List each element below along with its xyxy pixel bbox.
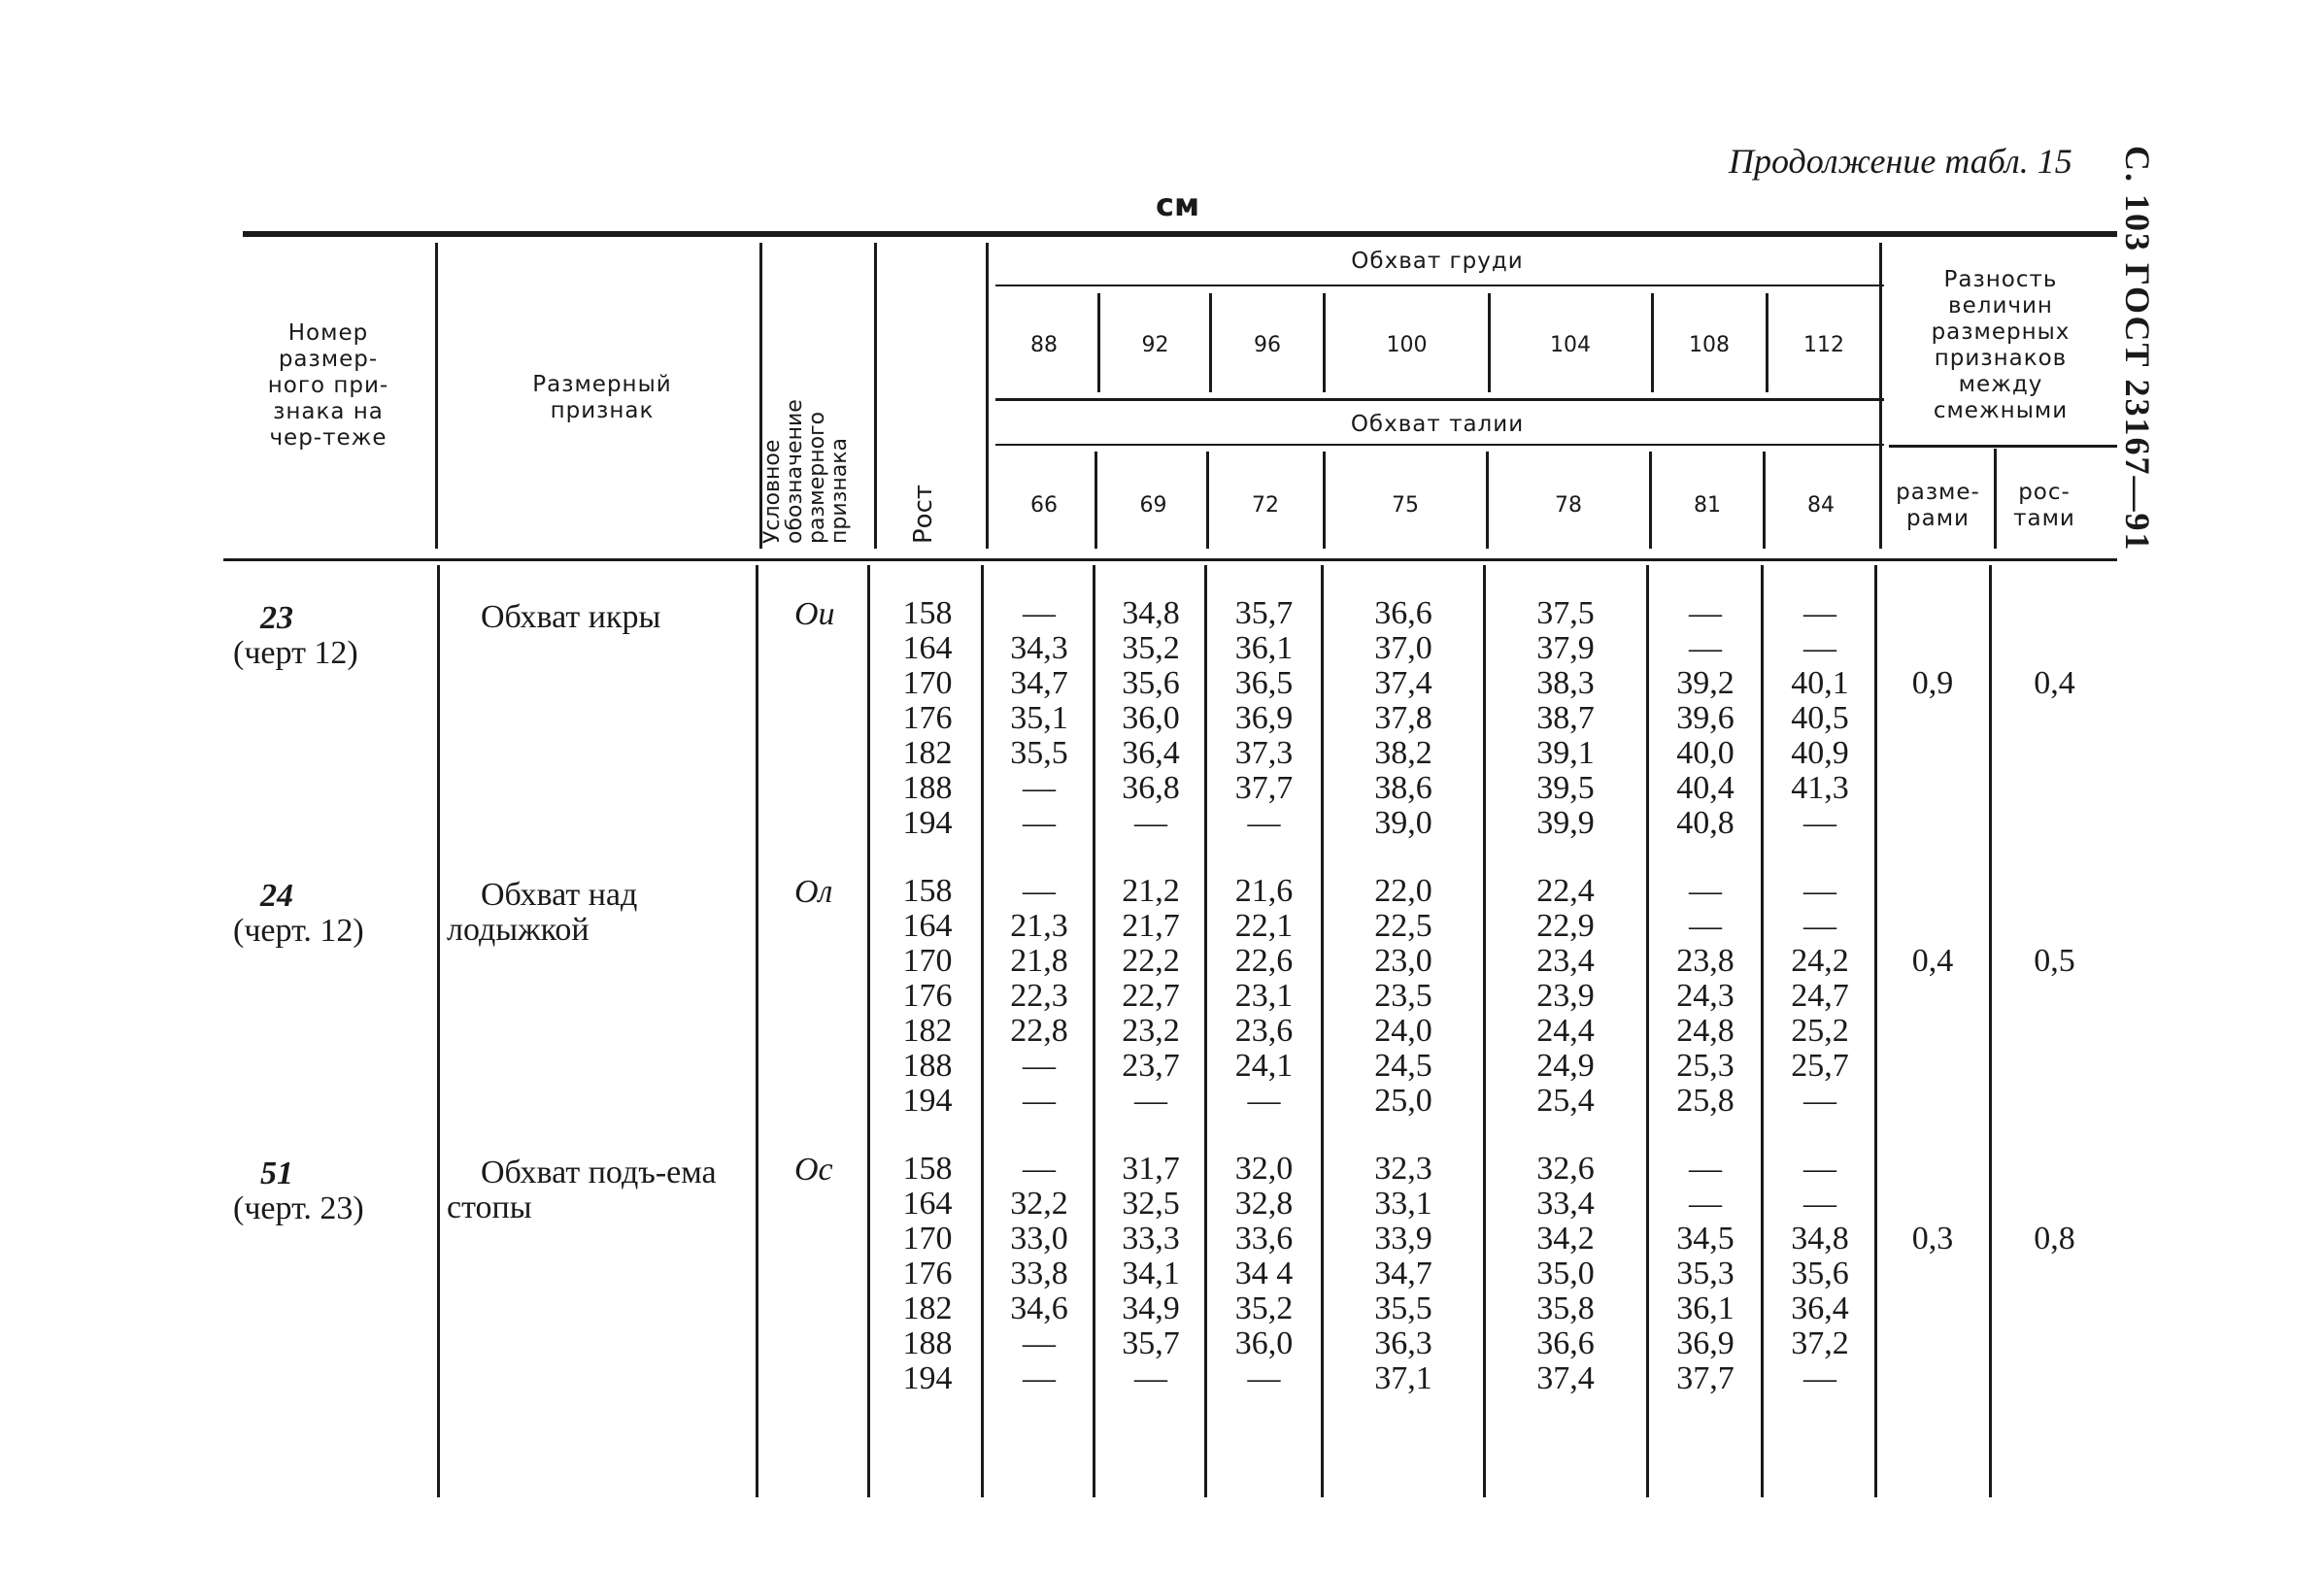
chest-value: 108 bbox=[1689, 333, 1730, 357]
header-waist: Обхват талии bbox=[1350, 412, 1525, 437]
row-value-col: 32,6 33,4 34,2 35,0 35,8 36,6 37,4 bbox=[1536, 1151, 1595, 1396]
body-divider bbox=[1483, 565, 1486, 1497]
header-symbol bbox=[761, 350, 851, 544]
row-value-col: 31,7 32,5 33,3 34,1 34,9 35,7 — bbox=[1122, 1151, 1180, 1396]
row-value-col: — 32,2 33,0 33,8 34,6 — — bbox=[1010, 1151, 1068, 1396]
header-bottom-rule bbox=[223, 558, 2117, 561]
body-divider bbox=[867, 565, 870, 1497]
header-diff-heights: рос-тами bbox=[2013, 480, 2075, 531]
chest-col-divider bbox=[1766, 293, 1768, 392]
row-value-col: 34,8 35,2 35,6 36,0 36,4 36,8 — bbox=[1122, 595, 1180, 841]
body-divider bbox=[756, 565, 758, 1497]
header-divider bbox=[874, 243, 877, 549]
chest-col-divider bbox=[1488, 293, 1491, 392]
header-chest: Обхват груди bbox=[1351, 249, 1524, 274]
row-number: 51 bbox=[260, 1156, 293, 1191]
row-symbol: Oл bbox=[794, 874, 833, 910]
row-diff-heights: 0,8 bbox=[2034, 1221, 2075, 1257]
row-number: 23 bbox=[260, 600, 293, 636]
body-divider bbox=[981, 565, 984, 1497]
waist-rule bbox=[995, 444, 1884, 446]
chest-value: 96 bbox=[1254, 333, 1281, 357]
row-diff-sizes: 0,9 bbox=[1911, 665, 1954, 701]
row-drawing: (черт 12) bbox=[233, 635, 358, 671]
waist-value: 75 bbox=[1392, 493, 1419, 518]
body-divider bbox=[1989, 565, 1992, 1497]
body-divider bbox=[1093, 565, 1095, 1497]
waist-col-divider bbox=[1095, 452, 1097, 549]
chest-value: 92 bbox=[1141, 333, 1169, 357]
row-drawing: (черт. 12) bbox=[233, 913, 364, 949]
row-feature: Обхват подъ-ема стопы bbox=[447, 1155, 717, 1225]
row-value-col: — — 40,1 40,5 40,9 41,3 — bbox=[1791, 595, 1849, 841]
chest-value: 88 bbox=[1030, 333, 1058, 357]
row-number: 24 bbox=[260, 878, 293, 914]
body-divider bbox=[1761, 565, 1764, 1497]
header-divider bbox=[435, 243, 438, 549]
row-diff-sizes: 0,4 bbox=[1911, 943, 1954, 979]
header-diff-sizes: разме-рами bbox=[1896, 480, 1980, 531]
header-feature: Размерный признак bbox=[532, 372, 672, 423]
body-divider bbox=[1646, 565, 1649, 1497]
chest-value: 100 bbox=[1386, 333, 1428, 357]
waist-col-divider bbox=[1206, 452, 1209, 549]
chest-col-divider bbox=[1651, 293, 1654, 392]
continuation-title: Продолжение табл. 15 bbox=[1729, 142, 2072, 181]
body-divider bbox=[1874, 565, 1877, 1497]
chest-col-divider bbox=[1209, 293, 1212, 392]
row-value-col: — — 23,8 24,3 24,8 25,3 25,8 bbox=[1676, 873, 1735, 1119]
row-drawing: (черт. 23) bbox=[233, 1190, 364, 1226]
row-value-col: — 21,3 21,8 22,3 22,8 — — bbox=[1010, 873, 1068, 1119]
chest-col-divider bbox=[1097, 293, 1100, 392]
waist-col-divider bbox=[1763, 452, 1766, 549]
row-value-col: — — 34,5 35,3 36,1 36,9 37,7 bbox=[1676, 1151, 1735, 1396]
top-rule bbox=[243, 231, 2117, 237]
chest-value: 104 bbox=[1550, 333, 1591, 357]
unit-label: см bbox=[1156, 186, 1200, 223]
waist-col-divider bbox=[1323, 452, 1326, 549]
row-value-col: 22,4 22,9 23,4 23,9 24,4 24,9 25,4 bbox=[1536, 873, 1595, 1119]
chest-rule bbox=[995, 285, 1884, 286]
header-diff: Разность величин размерных признаков между смежными bbox=[1931, 267, 2071, 423]
row-feature: Обхват над лодыжкой bbox=[447, 877, 638, 948]
header-number: Номер размер-ного при-знака на чер-теже bbox=[267, 320, 389, 451]
header-symbol-text: Условное обозначение размерного признака bbox=[760, 399, 852, 544]
waist-col-divider bbox=[1649, 452, 1652, 549]
row-value-col: — 34,3 34,7 35,1 35,5 — — bbox=[1010, 595, 1068, 841]
header-divider bbox=[1994, 449, 1997, 549]
row-symbol: Oс bbox=[794, 1152, 833, 1188]
waist-col-divider bbox=[1486, 452, 1489, 549]
row-value-col: 21,6 22,1 22,6 23,1 23,6 24,1 — bbox=[1234, 873, 1294, 1119]
waist-value: 69 bbox=[1139, 493, 1167, 518]
diff-rule bbox=[1889, 445, 2117, 448]
body-divider bbox=[437, 565, 440, 1497]
row-heights: 158 164 170 176 182 188 194 bbox=[902, 1151, 953, 1396]
row-value-col: 35,7 36,1 36,5 36,9 37,3 37,7 — bbox=[1234, 595, 1294, 841]
header-height: Рост bbox=[909, 484, 938, 544]
chest-values-rule bbox=[995, 398, 1884, 401]
body-divider bbox=[1204, 565, 1207, 1497]
header-divider bbox=[986, 243, 989, 549]
row-heights: 158 164 170 176 182 188 194 bbox=[902, 595, 953, 841]
row-value-col: — — 34,8 35,6 36,4 37,2 — bbox=[1791, 1151, 1849, 1396]
chest-value: 112 bbox=[1803, 333, 1844, 357]
row-heights: 158 164 170 176 182 188 194 bbox=[902, 873, 953, 1119]
waist-value: 72 bbox=[1252, 493, 1279, 518]
row-diff-heights: 0,5 bbox=[2034, 943, 2075, 979]
row-value-col: 32,3 33,1 33,9 34,7 35,5 36,3 37,1 bbox=[1374, 1151, 1432, 1396]
row-value-col: — — 39,2 39,6 40,0 40,4 40,8 bbox=[1676, 595, 1735, 841]
row-diff-heights: 0,4 bbox=[2034, 665, 2075, 701]
waist-value: 84 bbox=[1807, 493, 1835, 518]
chest-col-divider bbox=[1323, 293, 1326, 392]
row-value-col: 37,5 37,9 38,3 38,7 39,1 39,5 39,9 bbox=[1536, 595, 1595, 841]
body-divider bbox=[1321, 565, 1324, 1497]
row-feature: Обхват икры bbox=[481, 599, 661, 635]
row-value-col: 36,6 37,0 37,4 37,8 38,2 38,6 39,0 bbox=[1374, 595, 1432, 841]
row-value-col: 32,0 32,8 33,6 34 4 35,2 36,0 — bbox=[1234, 1151, 1294, 1396]
waist-value: 81 bbox=[1694, 493, 1721, 518]
waist-value: 66 bbox=[1030, 493, 1058, 518]
row-diff-sizes: 0,3 bbox=[1911, 1221, 1954, 1257]
row-value-col: 22,0 22,5 23,0 23,5 24,0 24,5 25,0 bbox=[1374, 873, 1432, 1119]
side-caption: С. 103 ГОСТ 23167—91 bbox=[2118, 146, 2157, 553]
row-value-col: 21,2 21,7 22,2 22,7 23,2 23,7 — bbox=[1122, 873, 1180, 1119]
header-divider bbox=[1879, 243, 1882, 549]
row-symbol: Oи bbox=[794, 596, 835, 632]
row-value-col: — — 24,2 24,7 25,2 25,7 — bbox=[1791, 873, 1849, 1119]
waist-value: 78 bbox=[1555, 493, 1582, 518]
